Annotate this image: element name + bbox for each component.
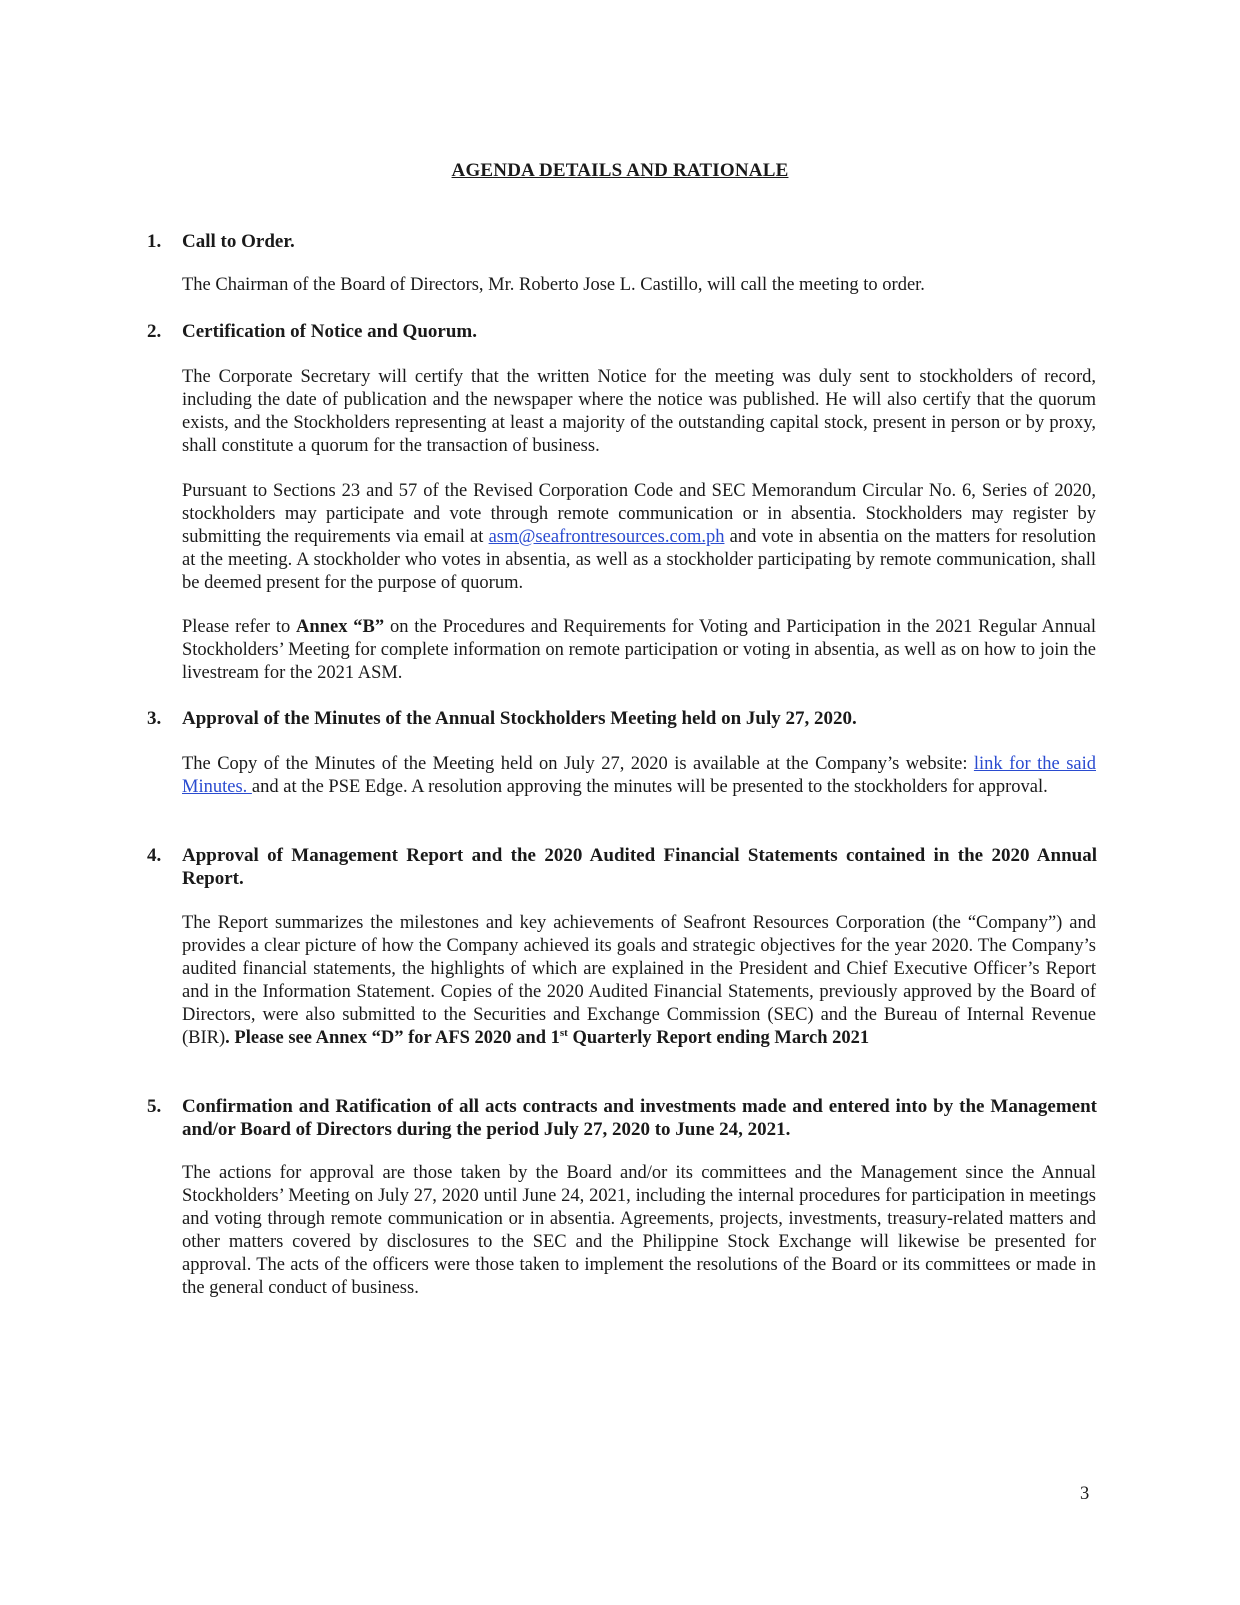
agenda-item-3-paragraph bbox=[182, 753, 1096, 799]
agenda-item-2-paragraph-3 bbox=[182, 616, 1096, 685]
agenda-item-5-paragraph: The actions for approval are those taken by the Board and/or its committees and the Management since the Annual Stockholders’ Meeting on July 27, 2020 until June 24, 2021, including the internal procedures for participation in meetings and voting through remote communication or in absentia. Agreements, projects, investments, treasury-related matters and other matters covered by disclosures to the SEC and the Philippine Stock Exchange will likewise be presented for approval. The acts of the officers were those taken to implement the resolutions of the Board or its committees or made in the general conduct of business. bbox=[182, 1163, 1096, 1298]
agenda-item-2-paragraph-1: The Corporate Secretary will certify that the written Notice for the meeting was duly sent to stockholders of record, including the date of publication and the newspaper where the notice was published. He will also certify that the quorum exists, and the Stockholders representing at least a majority of the outstanding capital stock, present in person or by proxy, shall constitute a quorum for the transaction of business. bbox=[182, 367, 1096, 456]
paragraph-text: on the Procedures and Requirements for Voting and Participation in the 2021 Regular Annual Stockholders’ Meeting for complete information on remote participation or voting in absentia, as well as on how to join the livestream for the 2021 ASM. bbox=[182, 617, 1096, 683]
annex-d-reference: . Please see Annex “D” for AFS 2020 and 1 bbox=[225, 1028, 560, 1048]
agenda-item-1-paragraph: The Chairman of the Board of Directors, Mr. Roberto Jose L. Castillo, will call the meeting to order. bbox=[182, 275, 925, 295]
quarterly-report-reference: Quarterly Report ending March 2021 bbox=[567, 1028, 870, 1048]
agenda-item-2-paragraph-2 bbox=[182, 480, 1096, 595]
item-heading-text: Call to Order. bbox=[182, 231, 295, 252]
agenda-item-5-heading bbox=[147, 1095, 1097, 1141]
item-number: 1. bbox=[147, 231, 162, 252]
paragraph-text: and at the PSE Edge. A resolution approving the minutes will be presented to the stockholders for approval. bbox=[251, 777, 1048, 797]
item-heading-text: Certification of Notice and Quorum. bbox=[182, 321, 477, 342]
item-number: 2. bbox=[147, 321, 162, 342]
agenda-item-1-heading bbox=[147, 230, 1097, 253]
item-heading-text: Approval of Management Report and the 2020 Audited Financial Statements contained in the 2020 Annual Report. bbox=[182, 845, 1097, 889]
paragraph-text: and vote in absentia on the matters for resolution at the meeting. A stockholder who votes in absentia, as well as a stockholder participating by remote communication, shall be deemed present for the purpose of quorum. bbox=[182, 527, 1096, 593]
agenda-item-2-heading bbox=[147, 320, 1097, 343]
paragraph-text: Pursuant to Sections 23 and 57 of the Revised Corporation Code and SEC Memorandum Circular No. 6, Series of 2020, stockholders may participate and vote through remote communication or in absentia. Stockholders may register by submitting the requirements via email at bbox=[182, 481, 1096, 547]
agenda-item-3-heading bbox=[147, 707, 1097, 730]
agenda-item-4-heading bbox=[147, 844, 1097, 890]
item-number: 4. bbox=[147, 845, 162, 866]
email-link[interactable]: asm@seafrontresources.com.ph bbox=[488, 527, 725, 547]
item-number: 3. bbox=[147, 708, 162, 729]
item-heading-text: Approval of the Minutes of the Annual Stockholders Meeting held on July 27, 2020. bbox=[182, 708, 857, 729]
page-title: AGENDA DETAILS AND RATIONALE bbox=[451, 160, 789, 181]
paragraph-text: The Copy of the Minutes of the Meeting held on July 27, 2020 is available at the Company’s website: bbox=[182, 754, 974, 774]
paragraph-text: The Report summarizes the milestones and key achievements of Seafront Resources Corporation (the “Company”) and provides a clear picture of how the Company achieved its goals and strategic objectives for the year 2020. The Company’s audited financial statements, the highlights of which are explained in the President and Chief Executive Officer’s Report and in the Information Statement. Copies of the 2020 Audited Financial Statements, previously approved by the Board of Directors, were also submitted to the Securities and Exchange Commission (SEC) and the Bureau of Internal Revenue (BIR) bbox=[182, 913, 1096, 1048]
item-number: 5. bbox=[147, 1096, 162, 1117]
item-heading-text: Confirmation and Ratification of all acts contracts and investments made and entered into by the Management and/or Board of Directors during the period July 27, 2020 to June 24, 2021. bbox=[182, 1096, 1097, 1140]
annex-reference: Annex “B” bbox=[296, 617, 385, 637]
minutes-link[interactable]: link for the said Minutes. bbox=[182, 754, 1096, 797]
agenda-item-4-paragraph bbox=[182, 912, 1096, 1050]
paragraph-text: Please refer to bbox=[182, 617, 297, 637]
ordinal-suffix: st bbox=[559, 1026, 568, 1039]
page-number: 3 bbox=[1080, 1484, 1090, 1504]
